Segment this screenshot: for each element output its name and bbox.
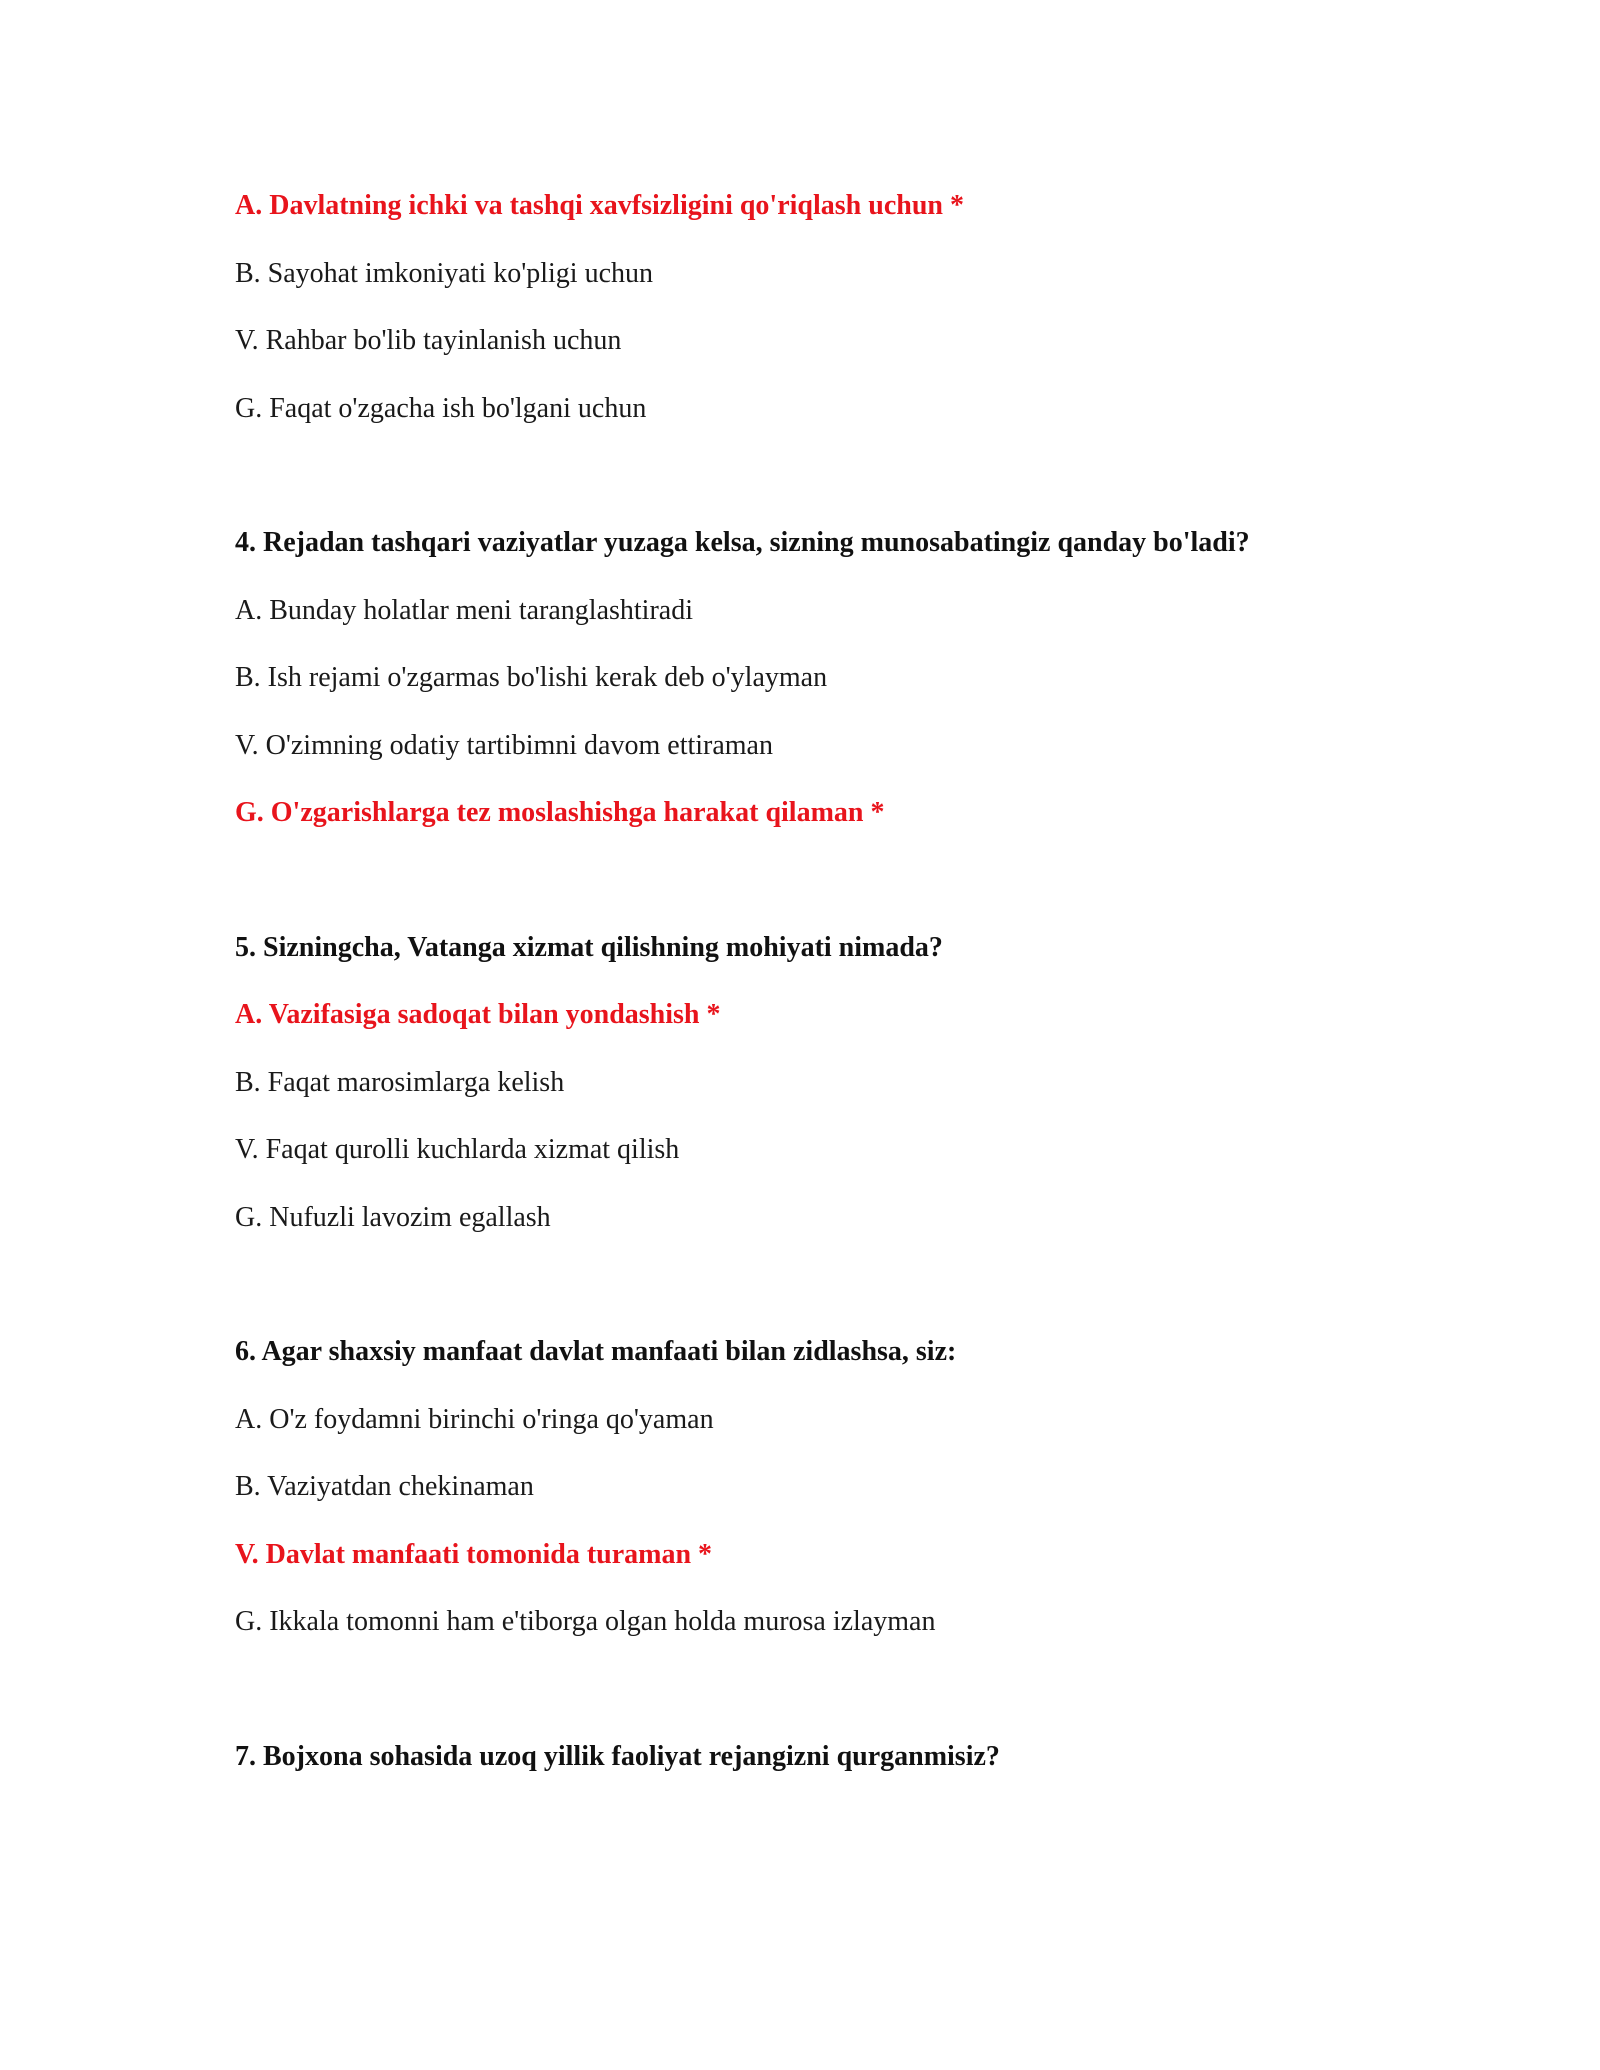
- option-v: V. Faqat qurolli kuchlarda xizmat qilish: [235, 1134, 680, 1165]
- option-g: G. Ikkala tomonni ham e'tiborga olgan holda murosa izlayman: [235, 1606, 936, 1637]
- question-7-title: 7. Bojxona sohasida uzoq yillik faoliyat rejangizni qurganmisiz?: [235, 1740, 1000, 1772]
- option-v: V. Rahbar bo'lib tayinlanish uchun: [235, 325, 622, 356]
- option-a-correct: A. Davlatning ichki va tashqi xavfsizligini qo'riqlash uchun *: [235, 190, 964, 221]
- option-b: B. Ish rejami o'zgarmas bo'lishi kerak deb o'ylayman: [235, 662, 828, 693]
- option-g: G. Faqat o'zgacha ish bo'lgani uchun: [235, 392, 647, 424]
- option-g: G. Nufuzli lavozim egallash: [235, 1201, 551, 1233]
- option-b: B. Faqat marosimlarga kelish: [235, 1066, 565, 1098]
- section-spacer: [235, 455, 1335, 522]
- option-b: B. Vaziyatdan chekinaman: [235, 1471, 534, 1502]
- option-v-correct: V. Davlat manfaati tomonida turaman *: [235, 1538, 713, 1570]
- option-g-correct: G. O'zgarishlarga tez moslashishga harakat qilaman *: [235, 797, 885, 828]
- document-page: [235, 185, 1335, 1803]
- question-block-6: [235, 1331, 1335, 1642]
- option-a: A. O'z foydamni birinchi o'ringa qo'yaman: [235, 1403, 714, 1435]
- option-v: V. O'zimning odatiy tartibimni davom ettiraman: [235, 729, 773, 761]
- question-6-title: 6. Agar shaxsiy manfaat davlat manfaati bilan zidlashsa, siz:: [235, 1336, 957, 1367]
- question-4-title: 4. Rejadan tashqari vaziyatlar yuzaga kelsa, sizning munosabatingiz qanday bo'ladi?: [235, 527, 1250, 558]
- question-block-4: [235, 522, 1335, 833]
- section-spacer: [235, 1264, 1335, 1331]
- question-block-5: [235, 927, 1335, 1238]
- question-5-title: 5. Sizningcha, Vatanga xizmat qilishning mohiyati nimada?: [235, 931, 943, 963]
- question-block-7: [235, 1736, 1335, 1777]
- section-spacer: [235, 1669, 1335, 1736]
- option-b: B. Sayohat imkoniyati ko'pligi uchun: [235, 257, 654, 289]
- section-spacer: [235, 860, 1335, 927]
- question-block-prev: [235, 185, 1335, 429]
- option-a: A. Bunday holatlar meni taranglashtiradi: [235, 594, 693, 626]
- option-a-correct: A. Vazifasiga sadoqat bilan yondashish *: [235, 999, 721, 1030]
